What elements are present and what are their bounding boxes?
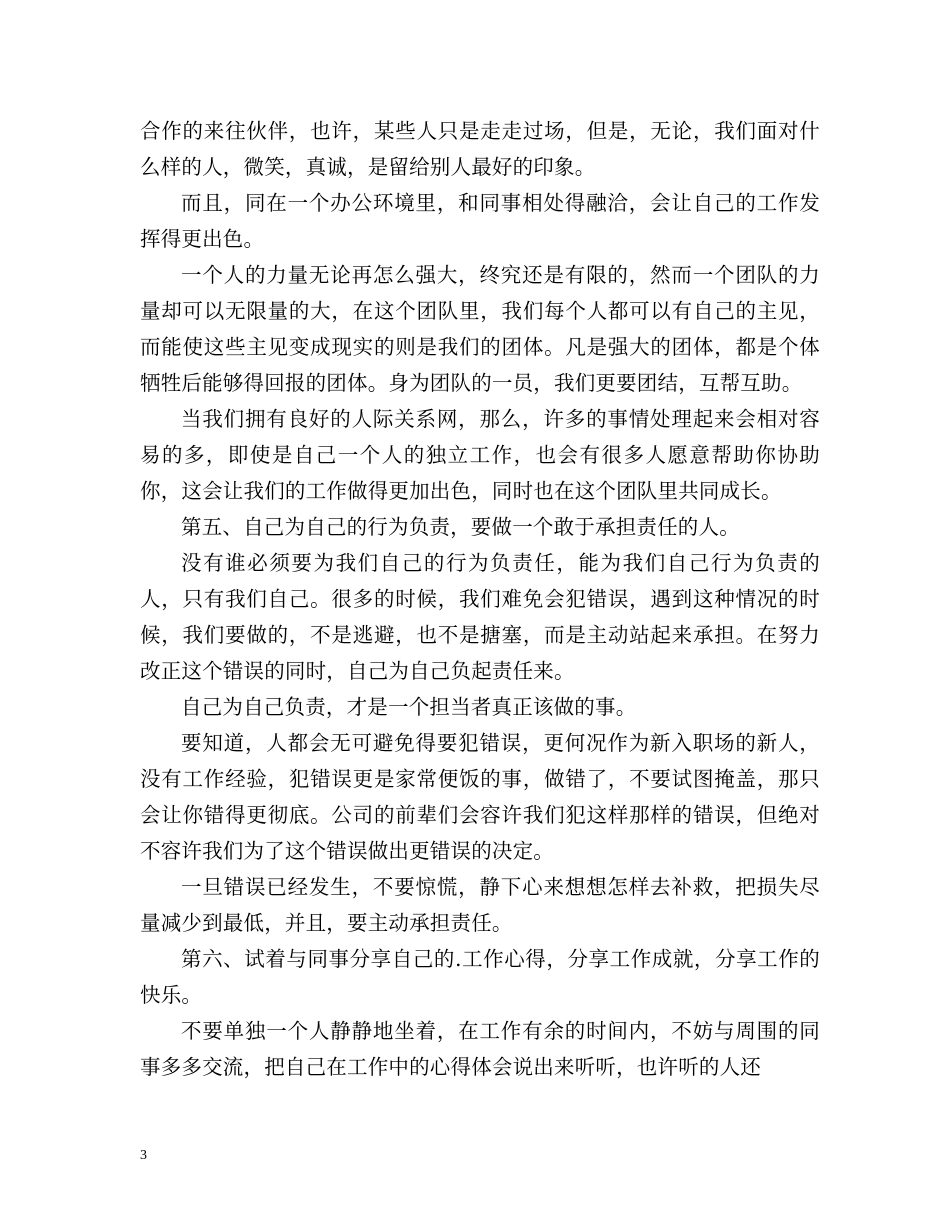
paragraph: 自己为自己负责，才是一个担当者真正该做的事。 [181, 695, 637, 719]
paragraph: 一个人的力量无论再怎么强大，终究还是有限的，然而一个团队的力量却可以无限量的大，在这个团队里，我们每个人都可以有自己的主见，而能使这些主见变成现实的则是我们的团体。凡是强大的团体，都是个体牺牲后能够得回报的团体。身为团队的一员，我们更要团结，互帮互助。 [140, 263, 820, 395]
section-heading-six: 第六、试着与同事分享自己的.工作心得，分享工作成就，分享工作的快乐。 [140, 947, 820, 1007]
section-heading-five: 第五、自己为自己的行为负责，要做一个敢于承担责任的人。 [181, 515, 740, 539]
paragraph: 而且，同在一个办公环境里，和同事相处得融洽，会让自己的工作发挥得更出色。 [140, 191, 820, 251]
document-body [140, 113, 820, 1085]
paragraph: 当我们拥有良好的人际关系网，那么，许多的事情处理起来会相对容易的多，即使是自己一个人的独立工作，也会有很多人愿意帮助你协助你，这会让我们的工作做得更加出色，同时也在这个团队里共同成长。 [140, 407, 820, 503]
paragraph: 不要单独一个人静静地坐着，在工作有余的时间内，不妨与周围的同事多多交流，把自己在工作中的心得体会说出来听听，也许听的人还 [140, 1019, 820, 1079]
paragraph: 一旦错误已经发生，不要惊慌，静下心来想想怎样去补救，把损失尽量减少到最低，并且，要主动承担责任。 [140, 875, 820, 935]
paragraph: 没有谁必须要为我们自己的行为负责任，能为我们自己行为负责的人，只有我们自己。很多的时候，我们难免会犯错误，遇到这种情况的时候，我们要做的，不是逃避，也不是搪塞，而是主动站起来承担。在努力改正这个错误的同时，自己为自己负起责任来。 [140, 551, 820, 683]
page-number: 3 [140, 1148, 147, 1163]
paragraph: 合作的来往伙伴，也许，某些人只是走走过场，但是，无论，我们面对什么样的人，微笑，真诚，是留给别人最好的印象。 [140, 119, 820, 179]
paragraph: 要知道，人都会无可避免得要犯错误，更何况作为新入职场的新人，没有工作经验，犯错误更是家常便饭的事，做错了，不要试图掩盖，那只会让你错得更彻底。公司的前辈们会容许我们犯这样那样的错误，但绝对不容许我们为了这个错误做出更错误的决定。 [140, 731, 820, 863]
